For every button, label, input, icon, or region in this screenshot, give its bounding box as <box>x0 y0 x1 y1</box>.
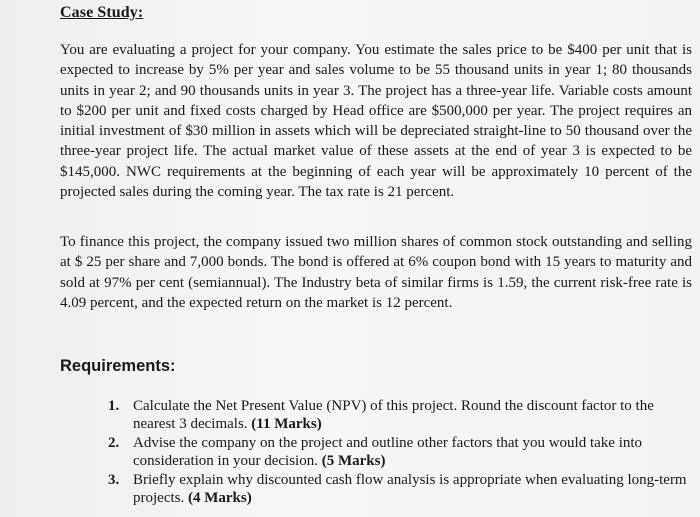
requirement-item-1 <box>108 397 690 434</box>
requirement-number: 2. <box>108 434 120 451</box>
requirement-marks: (11 Marks) <box>251 416 322 433</box>
case-study-title: Case Study: <box>60 4 144 21</box>
requirement-text <box>133 397 690 434</box>
requirement-marks: (5 Marks) <box>321 453 386 470</box>
requirement-text <box>133 471 690 508</box>
case-study-paragraph-1: You are evaluating a project for your company. You estimate the sales price to be $400 per unit that is expected to increase by 5% per year and sales volume to be 55 thousand units in year 1; 80 thousands units in year 2; and 90 thousands units in year 3. The project has a three-year life. Variable costs amount to $200 per unit and fixed costs charged by Head office are $500,000 per year. The project requires an initial investment of $30 million in assets which will be depreciated straight-line to 50 thousand over the three-year project life. The actual market value of these assets at the end of year 3 is expected to be $145,000. NWC requirements at the beginning of each year will be approximately 10 percent of the projected sales during the coming year. The tax rate is 21 percent. <box>60 42 692 201</box>
case-study-paragraph-2: To finance this project, the company issued two million shares of common stock outstanding and selling at $ 25 per share and 7,000 bonds. The bond is offered at 6% coupon bond with 15 years to maturity and sold at 97% per cent (semiannual). The Industry beta of similar firms is 1.59, the current risk-free rate is 4.09 percent, and the expected return on the market is 12 percent. <box>60 234 692 311</box>
requirements-title: Requirements: <box>60 357 176 375</box>
requirement-description: Advise the company on the project and outline other factors that you would take into consideration in your decision. <box>133 434 643 470</box>
requirements-list <box>108 397 690 507</box>
requirement-marks: (4 Marks) <box>187 490 252 507</box>
requirement-text <box>133 434 690 471</box>
requirement-item-2 <box>108 434 690 471</box>
requirement-description: Calculate the Net Present Value (NPV) of this project. Round the discount factor to the nearest 3 decimals. <box>133 398 654 433</box>
requirement-number: 3. <box>108 471 120 488</box>
requirement-item-3 <box>108 471 690 508</box>
requirement-number: 1. <box>108 398 120 414</box>
requirement-description: Briefly explain why discounted cash flow analysis is appropriate when evaluating long-term projects. <box>133 471 687 507</box>
